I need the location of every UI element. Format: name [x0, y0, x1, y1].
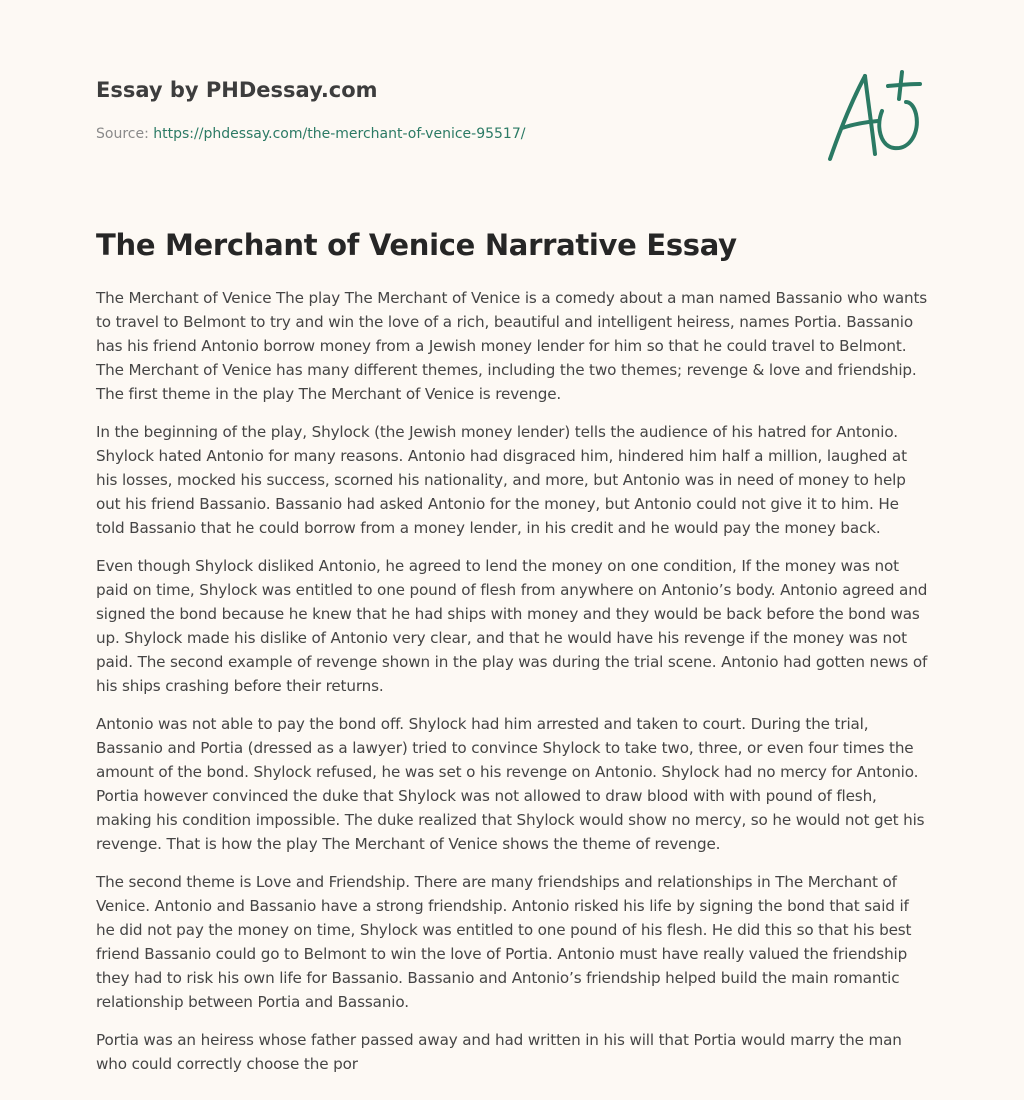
a-plus-grade-icon: [820, 66, 930, 166]
essay-paragraph: In the beginning of the play, Shylock (the Jewish money lender) tells the audience of his hatred for Antonio. Shylock hated Antonio for many reasons. Antonio had disgraced him, hindered him half a million, laughed at his losses, mocked his success, scorned his nationality, and more, but Antonio was in need of money to help out his friend Bassanio. Bassanio had asked Antonio for the money, but Antonio could not give it to him. He told Bassanio that he could borrow from a money lender, in his credit and he would pay the money back.: [96, 423, 907, 537]
essay-paragraph: Even though Shylock disliked Antonio, he agreed to lend the money on one condition, If the money was not paid on time, Shylock was entitled to one pound of flesh from anywhere on Antonio’s body. Antonio agreed and signed the bond because he knew that he had ships with money and they would be back before the bond was up. Shylock made his dislike of Antonio very clear, and that he would have his revenge if the money was not paid. The second example of revenge shown in the play was during the trial scene. Antonio had gotten news of his ships crashing before their returns.: [96, 557, 928, 695]
essay-paragraph: Antonio was not able to pay the bond off. Shylock had him arrested and taken to court. During the trial, Bassanio and Portia (dressed as a lawyer) tried to convince Shylock to take two, three, or even four times the amount of the bond. Shylock refused, he was set o his revenge on Antonio. Shylock had no mercy for Antonio. Portia however convinced the duke that Shylock was not allowed to draw blood with with pound of flesh, making his condition impossible. The duke realized that Shylock would show no mercy, so he would not get his revenge. That is how the play The Merchant of Venice shows the theme of revenge.: [96, 715, 925, 853]
essay-paragraph: The second theme is Love and Friendship. There are many friendships and relationships in The Merchant of Venice. Antonio and Bassanio have a strong friendship. Antonio risked his life by signing the bond that said if he did not pay the money on time, Shylock was entitled to one pound of his flesh. He did this so that his best friend Bassanio could go to Belmont to win the love of Portia. Antonio must have really valued the friendship they had to risk his own life for Bassanio. Bassanio and Antonio’s friendship helped build the main romantic relationship between Portia and Bassanio.: [96, 873, 912, 1011]
essay-paragraph: Portia was an heiress whose father passed away and had written in his will that Portia would marry the man who could correctly choose the por: [96, 1031, 902, 1073]
essay-body: [96, 286, 932, 1090]
source-line: [96, 124, 926, 144]
brand-title: Essay by PHDessay.com: [96, 78, 378, 102]
source-link[interactable]: https://phdessay.com/the-merchant-of-venice-95517/: [153, 126, 526, 142]
essay-title: The Merchant of Venice Narrative Essay: [96, 228, 737, 262]
page-header: [96, 76, 926, 144]
source-label: Source:: [96, 126, 149, 142]
essay-paragraph: The Merchant of Venice The play The Merchant of Venice is a comedy about a man named Bassanio who wants to travel to Belmont to try and win the love of a rich, beautiful and intelligent heiress, names Portia. Bassanio has his friend Antonio borrow money from a Jewish money lender for him so that he could travel to Belmont. The Merchant of Venice has many different themes, including the two themes; revenge & love and friendship. The first theme in the play The Merchant of Venice is revenge.: [96, 289, 928, 403]
